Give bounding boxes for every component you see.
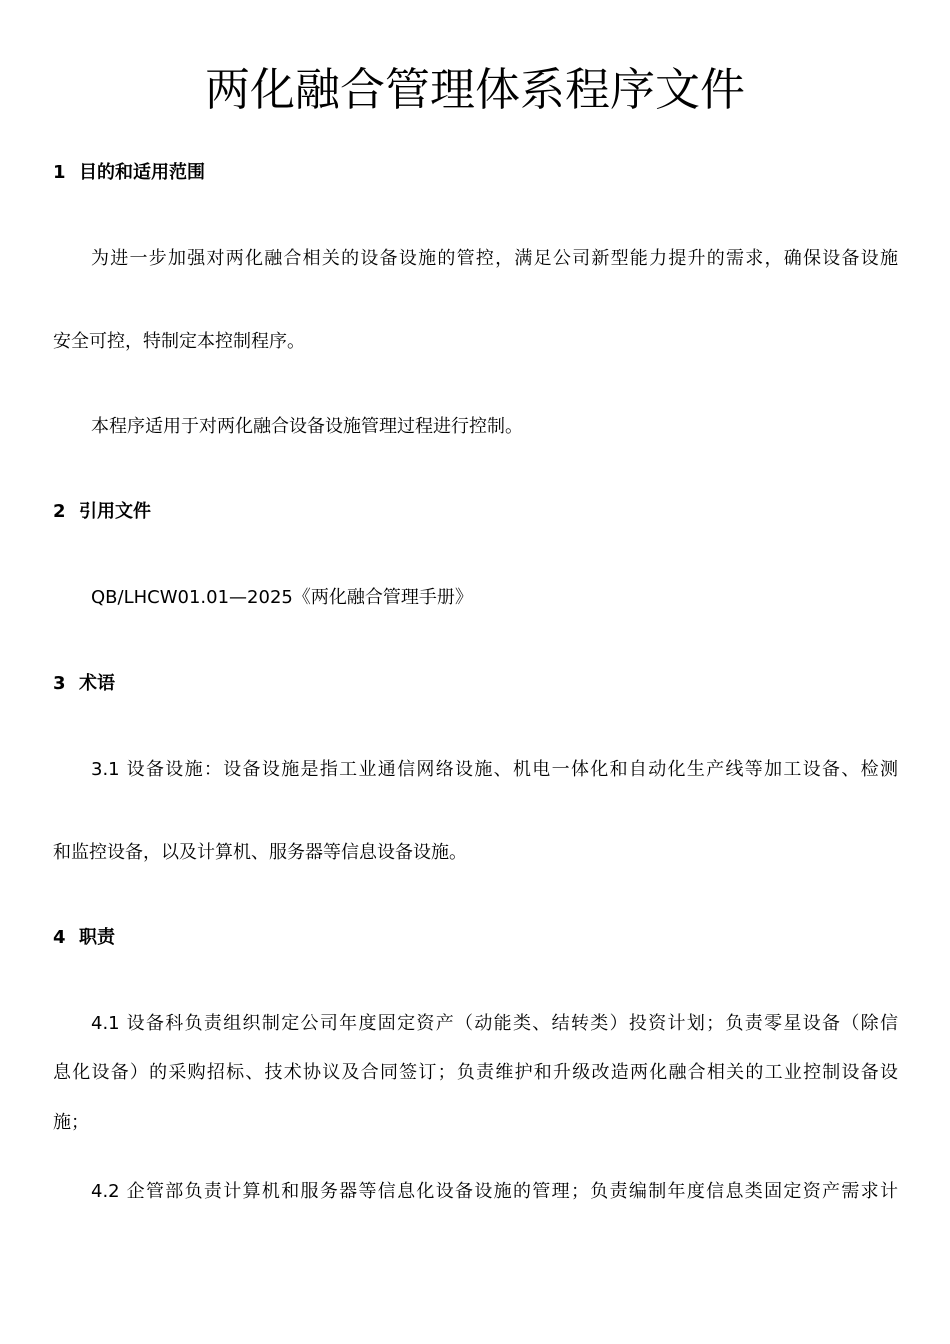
paragraph-line: QB/LHCW01.01—2025《两化融合管理手册》 bbox=[91, 587, 473, 608]
paragraph-line: 和监控设备，以及计算机、服务器等信息设备设施。 bbox=[53, 842, 467, 863]
paragraph-line: 息化设备）的采购招标、技术协议及合同签订；负责维护和升级改造两化融合相关的工业控制设备设 bbox=[53, 1062, 898, 1083]
section-number: 2 bbox=[53, 501, 66, 522]
paragraph-line: 为进一步加强对两化融合相关的设备设施的管控，满足公司新型能力提升的需求，确保设备设施 bbox=[91, 248, 898, 269]
section-title: 目的和适用范围 bbox=[79, 162, 205, 183]
section-title: 术语 bbox=[79, 673, 115, 694]
section-title: 引用文件 bbox=[79, 501, 151, 522]
section-heading-1 bbox=[53, 160, 205, 186]
paragraph-line: 4.1 设备科负责组织制定公司年度固定资产（动能类、结转类）投资计划；负责零星设备（除信 bbox=[91, 1013, 898, 1034]
paragraph-line: 安全可控，特制定本控制程序。 bbox=[53, 331, 305, 352]
document-title: 两化融合管理体系程序文件 bbox=[204, 63, 745, 116]
paragraph-line: 3.1 设备设施：设备设施是指工业通信网络设施、机电一体化和自动化生产线等加工设备、检测 bbox=[91, 759, 898, 780]
section-number: 4 bbox=[53, 927, 66, 948]
paragraph-line: 4.2 企管部负责计算机和服务器等信息化设备设施的管理；负责编制年度信息类固定资产需求计 bbox=[91, 1181, 898, 1202]
paragraph-line: 本程序适用于对两化融合设备设施管理过程进行控制。 bbox=[91, 416, 523, 437]
section-number: 3 bbox=[53, 673, 66, 694]
section-title: 职责 bbox=[79, 927, 115, 948]
section-number: 1 bbox=[53, 162, 66, 183]
section-heading-2 bbox=[53, 499, 151, 525]
section-heading-3 bbox=[53, 671, 115, 697]
paragraph-line: 施； bbox=[53, 1112, 89, 1133]
section-heading-4 bbox=[53, 925, 115, 951]
